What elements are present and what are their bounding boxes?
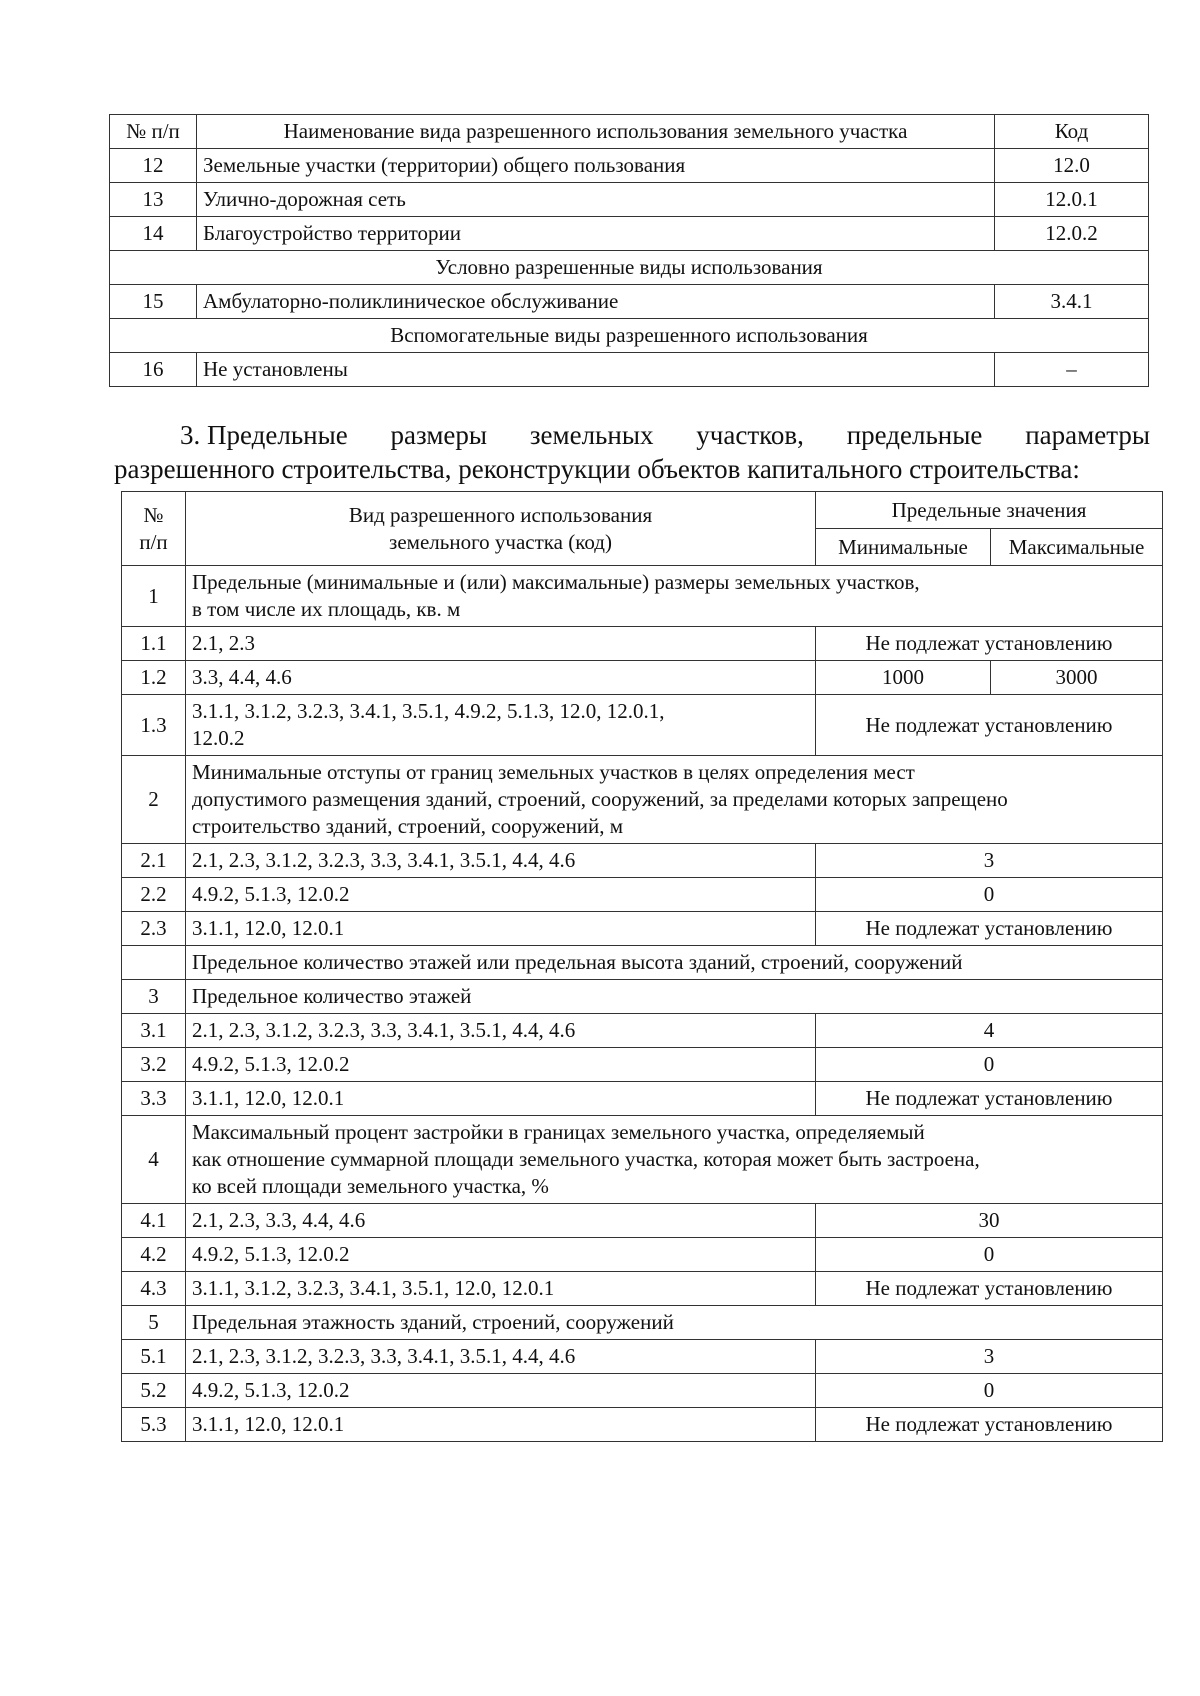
table-row	[122, 1374, 1163, 1408]
floors-heading-row	[122, 946, 1163, 980]
row-value: 0	[816, 1048, 1163, 1082]
row-num: 2.3	[122, 912, 186, 946]
row-codes: 3.3, 4.4, 4.6	[186, 661, 816, 695]
row-value: 0	[816, 878, 1163, 912]
header-name: Наименование вида разрешенного использования земельного участка	[197, 115, 995, 149]
row-num: 14	[110, 217, 197, 251]
row-codes: 3.1.1, 3.1.2, 3.2.3, 3.4.1, 3.5.1, 12.0, 12.0.1	[186, 1272, 816, 1306]
row-name: Земельные участки (территории) общего пользования	[197, 149, 995, 183]
row-value: Не подлежат установлению	[816, 1408, 1163, 1442]
header-kind-bottom: земельного участка (код)	[389, 529, 612, 554]
row-min: 1000	[816, 661, 991, 695]
group-title-line: ко всей площади земельного участка, %	[192, 1174, 549, 1198]
row-codes-line: 12.0.2	[192, 726, 245, 750]
table-header-row	[122, 492, 1163, 529]
table-row	[122, 1082, 1163, 1116]
row-num: 15	[110, 285, 197, 319]
row-codes: 4.9.2, 5.1.3, 12.0.2	[186, 1048, 816, 1082]
section-3-line-1	[114, 418, 1150, 452]
row-value: 4	[816, 1014, 1163, 1048]
row-num: 12	[110, 149, 197, 183]
floors-heading: Предельное количество этажей или предельная высота зданий, строений, сооружений	[186, 946, 1163, 980]
table-row	[110, 149, 1149, 183]
header-num: № п/п	[110, 115, 197, 149]
row-codes: 3.1.1, 12.0, 12.0.1	[186, 1408, 816, 1442]
section-3-word: участков,	[696, 420, 804, 450]
table-row	[122, 912, 1163, 946]
group-title: Предельная этажность зданий, строений, сооружений	[186, 1306, 1163, 1340]
row-codes: 4.9.2, 5.1.3, 12.0.2	[186, 1374, 816, 1408]
table-row	[122, 695, 1163, 756]
table-row	[122, 1408, 1163, 1442]
row-num: 3.3	[122, 1082, 186, 1116]
section-3-word: 3. Предельные	[180, 420, 348, 450]
header-limits: Предельные значения	[816, 492, 1163, 529]
row-value: Не подлежат установлению	[816, 1082, 1163, 1116]
header-num-top: №	[143, 502, 164, 527]
row-num: 3.2	[122, 1048, 186, 1082]
section-3-line-2: разрешенного строительства, реконструкции объектов капитального строительства:	[114, 454, 1080, 484]
row-name: Благоустройство территории	[197, 217, 995, 251]
row-value: 3	[816, 844, 1163, 878]
section-3-word: размеры	[390, 420, 488, 450]
table-row	[122, 1204, 1163, 1238]
row-value: Не подлежат установлению	[816, 695, 1163, 756]
row-codes-line: 3.1.1, 3.1.2, 3.2.3, 3.4.1, 3.5.1, 4.9.2, 5.1.3, 12.0, 12.0.1,	[192, 699, 665, 723]
row-codes: 4.9.2, 5.1.3, 12.0.2	[186, 878, 816, 912]
group-num: 5	[122, 1306, 186, 1340]
row-num: 5.3	[122, 1408, 186, 1442]
row-value: Не подлежат установлению	[816, 912, 1163, 946]
row-num: 4.1	[122, 1204, 186, 1238]
table-row	[122, 844, 1163, 878]
row-code: –	[995, 353, 1149, 387]
row-value: Не подлежат установлению	[816, 627, 1163, 661]
row-value: 0	[816, 1374, 1163, 1408]
row-codes: 4.9.2, 5.1.3, 12.0.2	[186, 1238, 816, 1272]
group-num: 4	[122, 1116, 186, 1204]
group-title: Предельное количество этажей	[186, 980, 1163, 1014]
section-row-conditional	[110, 251, 1149, 285]
row-codes: 3.1.1, 12.0, 12.0.1	[186, 1082, 816, 1116]
header-num-bottom: п/п	[139, 529, 168, 554]
group-title-line: Предельные (минимальные и (или) максимальные) размеры земельных участков,	[192, 570, 920, 594]
group-title-line: строительство зданий, строений, сооружений, м	[192, 814, 624, 838]
group-heading-row	[122, 1306, 1163, 1340]
row-codes: 2.1, 2.3, 3.1.2, 3.2.3, 3.3, 3.4.1, 3.5.1, 4.4, 4.6	[186, 844, 816, 878]
group-heading-row	[122, 1116, 1163, 1204]
row-code: 12.0.2	[995, 217, 1149, 251]
row-num: 4.2	[122, 1238, 186, 1272]
table-row	[110, 353, 1149, 387]
empty-num-cell	[122, 946, 186, 980]
section-row-auxiliary	[110, 319, 1149, 353]
header-max: Максимальные	[991, 529, 1163, 566]
group-title	[186, 566, 1163, 627]
header-num	[122, 492, 186, 566]
header-kind-top: Вид разрешенного использования	[348, 502, 653, 527]
table-row	[110, 183, 1149, 217]
header-code: Код	[995, 115, 1149, 149]
row-num: 1.3	[122, 695, 186, 756]
table-row	[110, 217, 1149, 251]
table-row	[110, 285, 1149, 319]
row-value: Не подлежат установлению	[816, 1272, 1163, 1306]
group-num: 3	[122, 980, 186, 1014]
group-heading-row	[122, 756, 1163, 844]
group-title	[186, 756, 1163, 844]
row-num: 3.1	[122, 1014, 186, 1048]
row-code: 12.0	[995, 149, 1149, 183]
group-num: 1	[122, 566, 186, 627]
group-title-line: Минимальные отступы от границ земельных участков в целях определения мест	[192, 760, 915, 784]
row-value: 0	[816, 1238, 1163, 1272]
group-title-line: как отношение суммарной площади земельного участка, которая может быть застроена,	[192, 1147, 980, 1171]
row-codes: 2.1, 2.3, 3.1.2, 3.2.3, 3.3, 3.4.1, 3.5.1, 4.4, 4.6	[186, 1340, 816, 1374]
section-3-word: земельных	[529, 420, 654, 450]
row-codes: 2.1, 2.3, 3.3, 4.4, 4.6	[186, 1204, 816, 1238]
row-num: 16	[110, 353, 197, 387]
row-num: 5.2	[122, 1374, 186, 1408]
table-row	[122, 1272, 1163, 1306]
row-codes: 2.1, 2.3, 3.1.2, 3.2.3, 3.3, 3.4.1, 3.5.1, 4.4, 4.6	[186, 1014, 816, 1048]
row-num: 5.1	[122, 1340, 186, 1374]
group-heading-row	[122, 980, 1163, 1014]
group-title	[186, 1116, 1163, 1204]
table-row	[122, 1238, 1163, 1272]
header-kind	[186, 492, 816, 566]
table-row	[122, 627, 1163, 661]
group-title-line: Максимальный процент застройки в границах земельного участка, определяемый	[192, 1120, 925, 1144]
section-heading-auxiliary: Вспомогательные виды разрешенного использования	[110, 319, 1149, 353]
row-name: Не установлены	[197, 353, 995, 387]
row-code: 12.0.1	[995, 183, 1149, 217]
header-min: Минимальные	[816, 529, 991, 566]
table-row	[122, 878, 1163, 912]
row-num: 2.1	[122, 844, 186, 878]
table-row	[122, 1014, 1163, 1048]
row-codes: 2.1, 2.3	[186, 627, 816, 661]
row-name: Улично-дорожная сеть	[197, 183, 995, 217]
section-heading-conditional: Условно разрешенные виды использования	[110, 251, 1149, 285]
row-value: 30	[816, 1204, 1163, 1238]
section-3-word: параметры	[1025, 420, 1150, 450]
row-num: 2.2	[122, 878, 186, 912]
row-codes: 3.1.1, 12.0, 12.0.1	[186, 912, 816, 946]
group-heading-row	[122, 566, 1163, 627]
table-row	[122, 1340, 1163, 1374]
table-row	[122, 1048, 1163, 1082]
group-num: 2	[122, 756, 186, 844]
table-header-row	[110, 115, 1149, 149]
group-title-line: в том числе их площадь, кв. м	[192, 597, 461, 621]
limits-table	[121, 491, 1163, 1442]
row-value: 3	[816, 1340, 1163, 1374]
row-num: 13	[110, 183, 197, 217]
row-num: 1.1	[122, 627, 186, 661]
section-3-paragraph	[114, 418, 1150, 486]
table-row	[122, 661, 1163, 695]
section-3-word: предельные	[846, 420, 983, 450]
row-max: 3000	[991, 661, 1163, 695]
row-num: 4.3	[122, 1272, 186, 1306]
row-codes	[186, 695, 816, 756]
group-title-line: допустимого размещения зданий, строений, сооружений, за пределами которых запрещено	[192, 787, 1008, 811]
permitted-use-table	[109, 114, 1149, 387]
row-name: Амбулаторно-поликлиническое обслуживание	[197, 285, 995, 319]
row-code: 3.4.1	[995, 285, 1149, 319]
row-num: 1.2	[122, 661, 186, 695]
